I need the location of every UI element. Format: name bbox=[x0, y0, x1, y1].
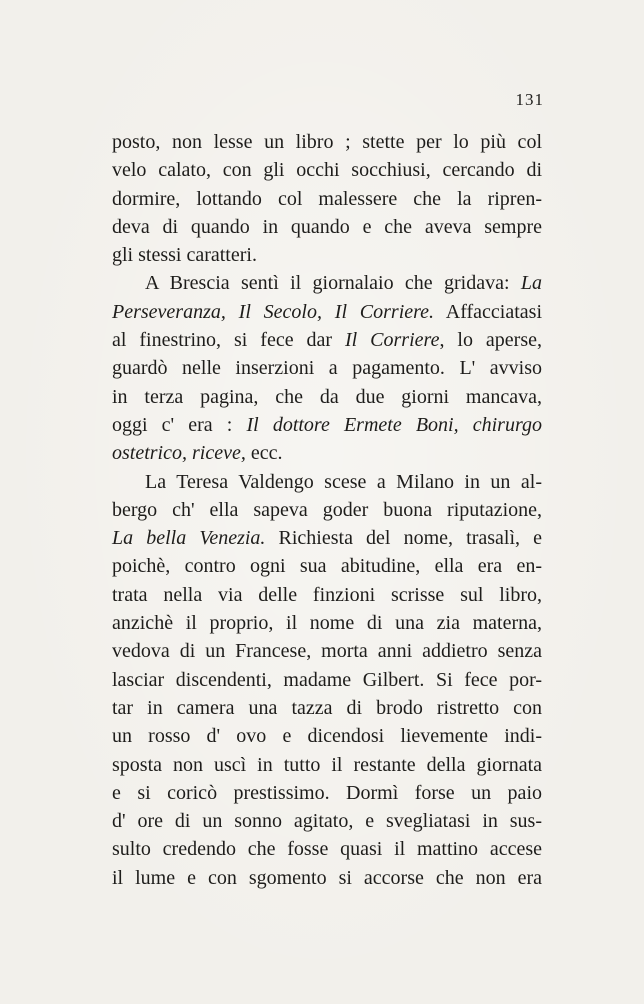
text-line bbox=[112, 666, 542, 694]
text-run: La Teresa Valdengo scese a Milano in un al- bbox=[145, 470, 542, 493]
text-run: deva di quando in quando e che aveva sempre bbox=[112, 215, 542, 238]
page-number: 131 bbox=[515, 90, 544, 109]
text-line bbox=[112, 581, 542, 609]
text-line bbox=[112, 213, 542, 241]
italic-text: Perseveranza, Il Secolo, Il Corriere. bbox=[112, 300, 435, 323]
text-run: poichè, contro ogni sua abitudine, ella era en- bbox=[112, 555, 542, 578]
text-line bbox=[112, 241, 542, 269]
text-run: sposta non uscì in tutto il restante della giornata bbox=[112, 753, 542, 776]
text-line bbox=[112, 637, 542, 665]
body-text bbox=[112, 128, 542, 892]
text-line bbox=[112, 383, 542, 411]
text-line bbox=[112, 354, 542, 382]
text-run: velo calato, con gli occhi socchiusi, cercando di bbox=[112, 159, 542, 182]
text-line bbox=[112, 128, 542, 156]
text-run: oggi c' era : bbox=[112, 413, 247, 436]
text-run: in terza pagina, che da due giorni mancava, bbox=[112, 385, 542, 408]
text-run: vedova di un Francese, morta anni addietro senza bbox=[112, 640, 542, 663]
text-line bbox=[112, 779, 542, 807]
text-line bbox=[112, 326, 542, 354]
text-run: posto, non lesse un libro ; stette per lo più col bbox=[112, 131, 542, 153]
text-line bbox=[112, 496, 542, 524]
text-run: gli stessi caratteri. bbox=[112, 244, 257, 267]
italic-text: Il dottore Ermete Boni, chirurgo bbox=[246, 413, 542, 436]
text-run: lasciar discendenti, madame Gilbert. Si fece por- bbox=[112, 668, 542, 691]
text-run: bergo ch' ella sapeva goder buona riputazione, bbox=[112, 498, 542, 521]
italic-text: La bbox=[520, 272, 542, 295]
text-run: tar in camera una tazza di brodo ristretto con bbox=[112, 696, 542, 719]
text-line bbox=[112, 864, 542, 892]
text-line bbox=[112, 185, 542, 213]
text-line bbox=[112, 439, 542, 467]
text-run: anzichè il proprio, il nome di una zia materna, bbox=[112, 612, 542, 635]
text-line bbox=[112, 694, 542, 722]
text-run: un rosso d' ovo e dicendosi lievemente indi- bbox=[112, 725, 542, 748]
text-line bbox=[112, 609, 542, 637]
text-line bbox=[112, 722, 542, 750]
text-line bbox=[112, 524, 542, 552]
text-run: sulto credendo che fosse quasi il mattino accese bbox=[112, 838, 542, 861]
text-run: trata nella via delle finzioni scrisse sul libro, bbox=[112, 583, 542, 606]
text-line bbox=[112, 751, 542, 779]
text-line bbox=[112, 552, 542, 580]
text-run: al finestrino, si fece dar bbox=[112, 329, 346, 352]
text-run: il lume e con sgomento si accorse che non era bbox=[112, 866, 542, 889]
text-line bbox=[112, 269, 542, 297]
text-run: guardò nelle inserzioni a pagamento. L' avviso bbox=[112, 357, 542, 380]
text-run: , lo aperse, bbox=[439, 329, 542, 352]
text-run: Richiesta del nome, trasalì, e bbox=[265, 527, 542, 550]
text-run: Affacciatasi bbox=[434, 300, 542, 323]
italic-text: ostetrico, riceve, bbox=[112, 442, 246, 465]
text-line bbox=[112, 156, 542, 184]
text-run: A Brescia sentì il giornalaio che gridava: bbox=[145, 272, 521, 295]
text-line bbox=[112, 807, 542, 835]
italic-text: Il Corriere bbox=[345, 329, 440, 352]
text-line bbox=[112, 411, 542, 439]
text-run: d' ore di un sonno agitato, e svegliatasi in sus- bbox=[112, 810, 542, 833]
text-line bbox=[112, 835, 542, 863]
text-run: dormire, lottando col malessere che la ripren- bbox=[112, 187, 542, 210]
text-run: e si coricò prestissimo. Dormì forse un paio bbox=[112, 781, 542, 804]
text-run: ecc. bbox=[245, 442, 283, 465]
text-line bbox=[112, 298, 542, 326]
italic-text: La bella Venezia. bbox=[112, 527, 266, 550]
text-line bbox=[112, 468, 542, 496]
